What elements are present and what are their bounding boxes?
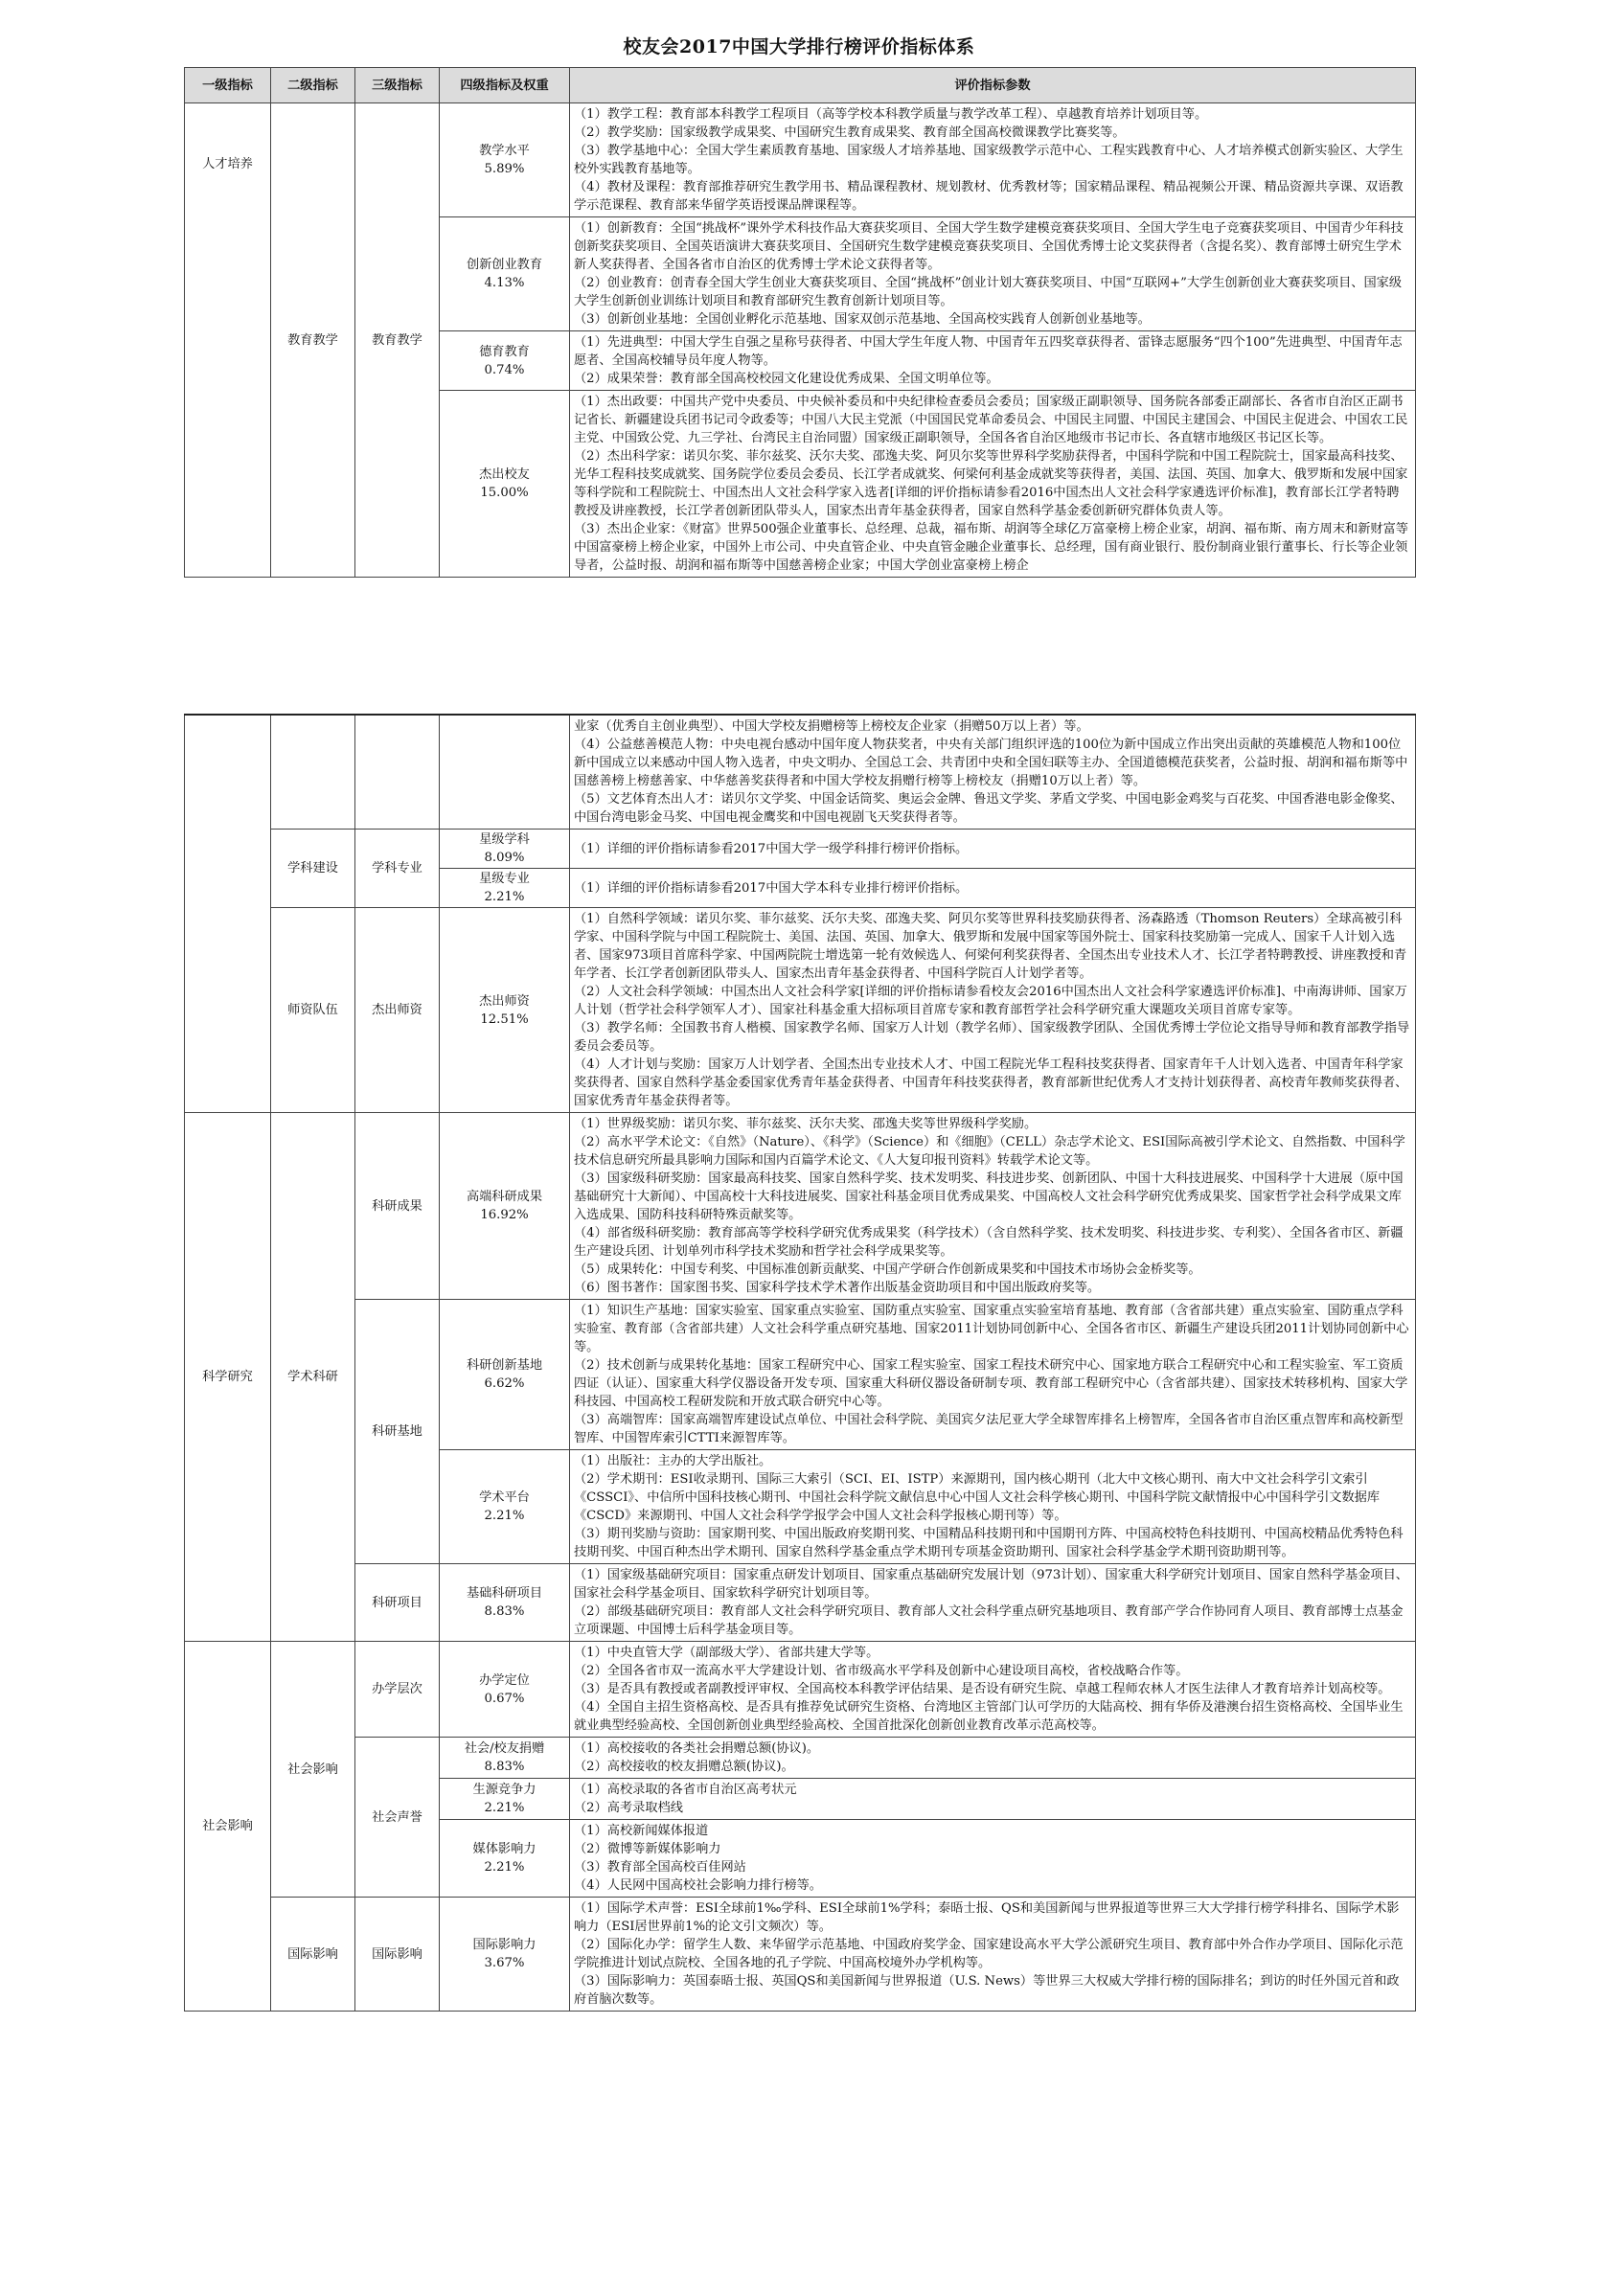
params-project: （1）国家级基础研究项目：国家重点研发计划项目、国家重点基础研究发展计划（973计划）、国家重大科学研究计划项目、国家自然科学基金项目、国家社会科学基金项目、国家软科学研究计划项目等。 （2）部级基础研究项目：教育部人文社会科学研究项目、教育部人文社会科学重点研究基地项目、教育部产学合作协同育人项目、教育部博士点基金立项课题、中国博士后科学基金项目等。: [570, 1564, 1416, 1642]
params-media: （1）高校新闻媒体报道 （2）微博等新媒体影响力 （3）教育部全国高校百佳网站 （4）人民网中国高校社会影响力排行榜等。: [570, 1820, 1416, 1898]
level4-project: 基础科研项目 8.83%: [440, 1564, 570, 1642]
params-position: （1）中央直管大学（副部级大学）、省部共建大学等。 （2）全国各省市双一流高水平大学建设计划、省市级高水平学科及创新中心建设项目高校，省校战略合作等。 （3）是否具有教授或者副教授评审权、全国高校本科教学评估结果、是否设有研究生院、卓越工程师农林人才医生法律人才教育培养计划高校等。 （4）全国自主招生资格高校、是否具有推荐免试研究生资格、台湾地区主管部门认可学历的大陆高校、拥有华侨及港澳台招生资格高校、全国毕业生就业典型经验高校、全国创新创业典型经验高校、全国首批深化创新创业教育改革示范高校等。: [570, 1642, 1416, 1738]
table-row: [185, 103, 1416, 217]
header-level-2: 二级指标: [271, 68, 355, 103]
level4-innov: 创新创业教育 4.13%: [440, 217, 570, 331]
level1-social: 社会影响: [185, 1642, 271, 2012]
params-platform: （1）出版社：主办的大学出版社。 （2）学术期刊：ESI收录期刊、国际三大索引（SCI、EI、ISTP）来源期刊，国内核心期刊（北大中文核心期刊、南大中文社会科学引文索引《CSSCI》、中信所中国科技核心期刊、中国社会科学院文献信息中心中国人文社会科学核心期刊、中国科学院文献情报中心中国科学引文数据库《CSCD》来源期刊、中国人文社会科学学报学会中国人文社会科学报核心期刊等）等。 （3）期刊奖励与资助：国家期刊奖、中国出版政府奖期刊奖、中国精品科技期刊和中国期刊方阵、中国高校特色科技期刊、中国高校精品优秀特色科技期刊奖、中国百种杰出学术期刊、国家自然科学基金重点学术期刊专项基金资助期刊、国家社会科学基金学术期刊资助期刊等。: [570, 1450, 1416, 1564]
level3-rep: 社会声誉: [355, 1738, 440, 1898]
header-level-3: 三级指标: [355, 68, 440, 103]
level3-edu: 教育教学: [355, 103, 440, 578]
indicator-table-part-2: [184, 714, 1416, 2012]
level4-teach: 教学水平 5.89%: [440, 103, 570, 217]
level2-intl: 国际影响: [271, 1898, 355, 2012]
table-row: [185, 715, 1416, 830]
params-major: （1）详细的评价指标请参看2017中国大学本科专业排行榜评价指标。: [570, 869, 1416, 908]
level3-elite: 杰出师资: [355, 908, 440, 1113]
level3-major: 学科专业: [355, 830, 440, 908]
params-innov: （1）创新教育：全国“挑战杯”课外学术科技作品大赛获奖项目、全国大学生数学建模竞赛获奖项目、全国大学生电子竞赛获奖项目、中国青少年科技创新奖获奖项目、全国英语演讲大赛获奖项目、全国研究生数学建模竞赛获奖项目、全国优秀博士论文奖获得者（含提名奖）、教育部博士研究生学术新人奖获得者、全国各省市自治区的优秀博士学术论文获得者等。 （2）创业教育：创青春全国大学生创业大赛获奖项目、全国“挑战杯”创业计划大赛获奖项目、中国“互联网+”大学生创新创业大赛获奖项目、国家级大学生创新创业训练计划项目和教育部研究生教育创新计划项目等。 （3）创新创业基地：全国创业孵化示范基地、国家双创示范基地、全国高校实践育人创新创业基地等。: [570, 217, 1416, 331]
table-row: [185, 1738, 1416, 1779]
params-student: （1）高校录取的各省市自治区高考状元 （2）高考录取档线: [570, 1779, 1416, 1820]
level2-edu: 教育教学: [271, 103, 355, 578]
page-title: 校友会2017中国大学排行榜评价指标体系: [623, 36, 975, 57]
params-donate: （1）高校接收的各类社会捐赠总额(协议)。 （2）高校接收的校友捐赠总额(协议)。: [570, 1738, 1416, 1779]
level4-platform: 学术平台 2.21%: [440, 1450, 570, 1564]
level4-output: 高端科研成果 16.92%: [440, 1113, 570, 1300]
level3-outcome: 科研成果: [355, 1113, 440, 1300]
level4-media: 媒体影响力 2.21%: [440, 1820, 570, 1898]
level4-intl: 国际影响力 3.67%: [440, 1898, 570, 2012]
table-row: [185, 1642, 1416, 1738]
level3-project: 科研项目: [355, 1564, 440, 1642]
table-row: [185, 1300, 1416, 1450]
table-row: [185, 830, 1416, 869]
table-row: [185, 1898, 1416, 2012]
params-alumni-cont: 业家（优秀自主创业典型）、中国大学校友捐赠榜等上榜校友企业家（捐赠50万以上者）等。 （4）公益慈善模范人物：中央电视台感动中国年度人物获奖者，中央有关部门组织评选的100位为新中国成立作出突出贡献的英雄模范人物和100位新中国成立以来感动中国人物入选者，中央文明办、全国总工会、共青团中央和全国妇联等主办、全国道德模范获奖者，公益时报、胡润和福布斯等中国慈善榜上榜慈善家、中华慈善奖获得者和中国大学校友捐赠行榜等上榜校友（捐赠10万以上者）等。 （5）文艺体育杰出人才：诺贝尔文学奖、中国金话筒奖、奥运会金牌、鲁迅文学奖、茅盾文学奖、中国电影金鸡奖与百花奖、中国香港电影金像奖、中国台湾电影金马奖、中国电视金鹰奖和中国电视剧飞天奖获得者等。: [570, 715, 1416, 830]
level4-innovbase: 科研创新基地 6.62%: [440, 1300, 570, 1450]
header-level-1: 一级指标: [185, 68, 271, 103]
params-faculty: （1）自然科学领域：诺贝尔奖、菲尔兹奖、沃尔夫奖、邵逸夫奖、阿贝尔奖等世界科技奖励获得者、汤森路透（Thomson Reuters）全球高被引科学家、中国科学院与中国工程院院士、美国、法国、英国、加拿大、俄罗斯和发展中国家等国外院士、国家科技奖励第一完成人、国家千人计划入选者、国家973项目首席科学家、中国两院院士增选第一轮有效候选人、何梁何利奖获得者、全国杰出专业技术人才、长江学者特聘教授、讲座教授和青年学者、长江学者创新团队带头人、国家杰出青年基金获得者、中国科学院百人计划学者等。 （2）人文社会科学领域：中国杰出人文社会科学家[详细的评价指标请参看校友会2016中国杰出人文社会科学家遴选评价标准]、中南海讲师、国家万人计划（哲学社会科学领军人才）、国家社科基金重大招标项目首席专家和教育部哲学社会科学研究重大课题攻关项目首席专家等。 （3）教学名师：全国教书育人楷模、国家教学名师、国家万人计划（教学名师）、国家级教学团队、全国优秀博士学位论文指导导师和教育部教学指导委员会委员等。 （4）人才计划与奖励：国家万人计划学者、全国杰出专业技术人才、中国工程院光华工程科技奖获得者、国家青年千人计划入选者、中国青年科学家奖获得者、国家自然科学基金委国家优秀青年基金获得者、中国青年科技奖获得者，教育部新世纪优秀人才支持计划获得者、高校青年教师奖获得者、国家优秀青年基金获得者等。: [570, 908, 1416, 1113]
level2-social: 社会影响: [271, 1642, 355, 1898]
table-row: [185, 1564, 1416, 1642]
level2-edu-cont: [271, 715, 355, 830]
level4-faculty: 杰出师资 12.51%: [440, 908, 570, 1113]
table-row: [185, 1113, 1416, 1300]
indicator-table-part-1: [184, 67, 1416, 578]
params-teach: （1）教学工程：教育部本科教学工程项目（高等学校本科教学质量与教学改革工程）、卓越教育培养计划项目等。 （2）教学奖励：国家级教学成果奖、中国研究生教育成果奖、教育部全国高校微课教学比赛奖等。 （3）教学基地中心：全国大学生素质教育基地、国家级人才培养基地、国家级教学示范中心、工程实践教育中心、人才培养模式创新实验区、大学生校外实践教育基地等。 （4）教材及课程：教育部推荐研究生教学用书、精品课程教材、规划教材、优秀教材等；国家精品课程、精品视频公开课、精品资源共享课、双语教学示范课程、教育部来华留学英语授课品牌课程等。: [570, 103, 1416, 217]
level2-faculty: 师资队伍: [271, 908, 355, 1113]
level4-alumni: 杰出校友 15.00%: [440, 391, 570, 578]
table-row: [185, 908, 1416, 1113]
level3-edu-cont: [355, 715, 440, 830]
level4-donate: 社会/校友捐赠 8.83%: [440, 1738, 570, 1779]
header-level-4: 四级指标及权重: [440, 68, 570, 103]
level4-disc: 星级学科 8.09%: [440, 830, 570, 869]
params-alumni: （1）杰出政要：中国共产党中央委员、中央候补委员和中央纪律检查委员会委员；国家级正副职领导、国务院各部委正副部长、各省市自治区正副书记省长、新疆建设兵团书记司令政委等；中国八大民主党派（中国国民党革命委员会、中国民主同盟、中国民主建国会、中国民主促进会、中国农工民主党、中国致公党、九三学社、台湾民主自治同盟）国家级正副职领导，全国各省自治区地级市书记市长、各直辖市地级区书记区长等。 （2）杰出科学家：诺贝尔奖、菲尔兹奖、沃尔夫奖、邵逸夫奖、阿贝尔奖等世界科学奖励获得者，中国科学院和中国工程院院士，国家最高科技奖、光华工程科技奖成就奖、国务院学位委员会委员、长江学者成就奖、何梁何利基金成就奖等获得者，美国、法国、英国、加拿大、俄罗斯和发展中国家等科学院和工程院院士、中国杰出人文社会科学家入选者[详细的评价指标请参看2016中国杰出人文社会科学家遴选评价标准]，教育部长江学者特聘教授及讲座教授，长江学者创新团队带头人，国家杰出青年基金获得者，国家自然科学基金委创新研究群体负责人等。 （3）杰出企业家：《财富》世界500强企业董事长、总经理、总裁，福布斯、胡润等全球亿万富豪榜上榜企业家，胡润、福布斯、南方周末和新财富等中国富豪榜上榜企业家，中国外上市公司、中央直管企业、中央直管金融企业董事长、总经理，国有商业银行、股份制商业银行董事长、行长等企业领导者，公益时报、胡润和福布斯等中国慈善榜企业家；中国大学创业富豪榜上榜企: [570, 391, 1416, 578]
level1-research: 科学研究: [185, 1113, 271, 1642]
level1-talent-cont: [185, 715, 271, 1113]
level2-academic: 学术科研: [271, 1113, 355, 1642]
params-intl: （1）国际学术声誉：ESI全球前1‰学科、ESI全球前1%学科；泰晤士报、QS和美国新闻与世界报道等世界三大大学排行榜学科排名、国际学术影响力（ESI居世界前1%的论文引文频次）等。 （2）国际化办学：留学生人数、来华留学示范基地、中国政府奖学金、国家建设高水平大学公派研究生项目、教育部中外合作办学项目、国际化示范学院推进计划试点院校、全国各地的孔子学院、中国高校境外办学机构等。 （3）国际影响力：英国泰晤士报、英国QS和美国新闻与世界报道（U.S. News）等世界三大权威大学排行榜的国际排名；到访的时任外国元首和政府首脑次数等。: [570, 1898, 1416, 2012]
level4-moral: 德育教育 0.74%: [440, 331, 570, 391]
level4-position: 办学定位 0.67%: [440, 1642, 570, 1738]
level4-student: 生源竞争力 2.21%: [440, 1779, 570, 1820]
level3-intl: 国际影响: [355, 1898, 440, 2012]
level2-disc: 学科建设: [271, 830, 355, 908]
params-disc: （1）详细的评价指标请参看2017中国大学一级学科排行榜评价指标。: [570, 830, 1416, 869]
level4-alumni-cont: [440, 715, 570, 830]
level3-base: 科研基地: [355, 1300, 440, 1564]
params-output: （1）世界级奖励：诺贝尔奖、菲尔兹奖、沃尔夫奖、邵逸夫奖等世界级科学奖励。 （2）高水平学术论文：《自然》（Nature）、《科学》（Science）和《细胞》（CELL）杂志学术论文、ESI国际高被引学术论文、自然指数、中国科学技术信息研究所最具影响力国际和国内百篇学术论文、《人大复印报刊资料》转载学术论文等。 （3）国家级科研奖励：国家最高科技奖、国家自然科学奖、技术发明奖、科技进步奖、创新团队、中国十大科技进展奖、中国科学十大进展（原中国基础研究十大新闻）、中国高校十大科技进展奖、国家社科基金项目优秀成果奖、中国高校人文社会科学研究优秀成果奖、国家哲学社会科学成果文库入选成果、国防科技科研特殊贡献奖等。 （4）部省级科研奖励：教育部高等学校科学研究优秀成果奖（科学技术）（含自然科学奖、技术发明奖、科技进步奖、专利奖）、全国各省市区、新疆生产建设兵团、计划单列市科学技术奖励和哲学社会科学成果奖等。 （5）成果转化：中国专利奖、中国标准创新贡献奖、中国产学研合作创新成果奖和中国技术市场协会金桥奖等。 （6）图书著作：国家图书奖、国家科学技术学术著作出版基金资助项目和中国出版政府奖等。: [570, 1113, 1416, 1300]
header-row: [185, 68, 1416, 103]
header-params: 评价指标参数: [570, 68, 1416, 103]
level4-major: 星级专业 2.21%: [440, 869, 570, 908]
params-moral: （1）先进典型：中国大学生自强之星称号获得者、中国大学生年度人物、中国青年五四奖章获得者、雷锋志愿服务“四个100”先进典型、中国青年志愿者、全国高校辅导员年度人物等。 （2）成果荣誉：教育部全国高校校园文化建设优秀成果、全国文明单位等。: [570, 331, 1416, 391]
level3-level: 办学层次: [355, 1642, 440, 1738]
params-innovbase: （1）知识生产基地：国家实验室、国家重点实验室、国防重点实验室、国家重点实验室培育基地、教育部（含省部共建）重点实验室、国防重点学科实验室、教育部（含省部共建）人文社会科学重点研究基地、国家2011计划协同创新中心、全国各省市区、新疆生产建设兵团2011计划协同创新中心等。 （2）技术创新与成果转化基地：国家工程研究中心、国家工程实验室、国家工程技术研究中心、国家地方联合工程研究中心和工程实验室、军工资质四证（认证）、国家重大科学仪器设备开发专项、国家重大科研仪器设备研制专项、教育部工程研究中心（含省部共建）、国家技术转移机构、国家大学科技园、中国高校工程研发院和开放式联合研究中心等。 （3）高端智库：国家高端智库建设试点单位、中国社会科学院、美国宾夕法尼亚大学全球智库排名上榜智库，全国各省市自治区重点智库和高校新型智库、中国智库索引CTTI来源智库等。: [570, 1300, 1416, 1450]
level1-talent: 人才培养: [185, 103, 271, 578]
